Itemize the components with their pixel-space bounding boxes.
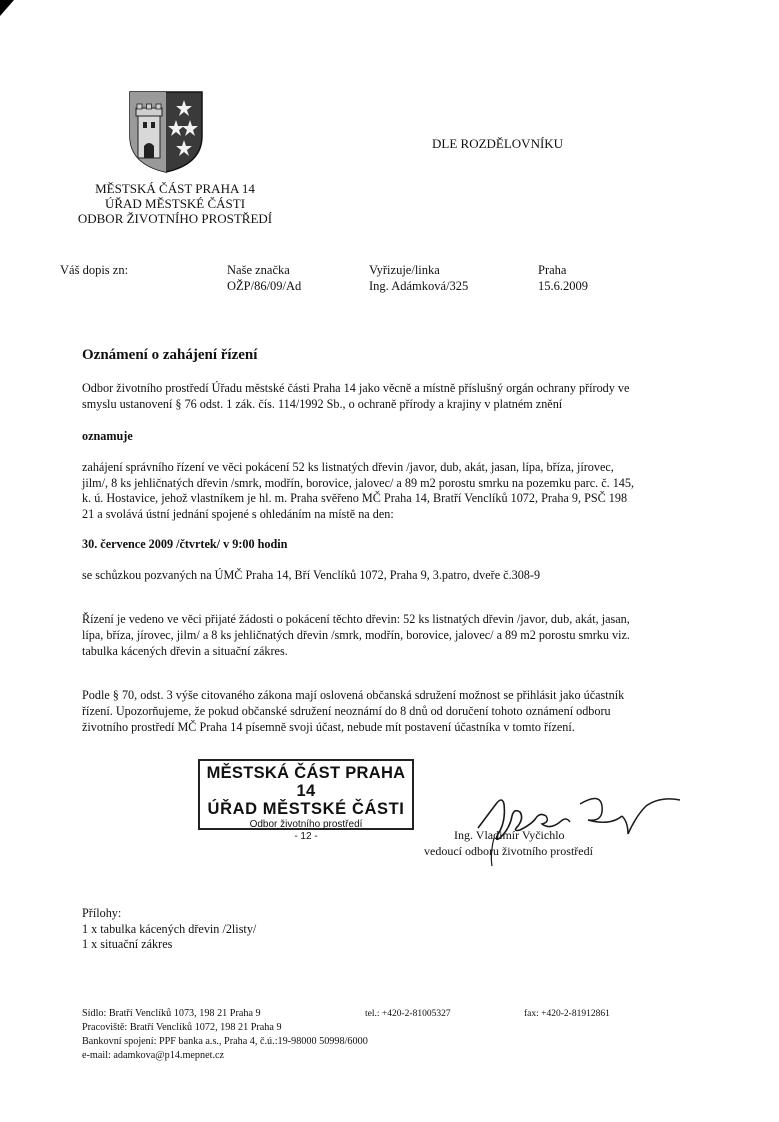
footer-phone: tel.: +420-2-81005327 [365, 1009, 451, 1019]
footer-fax: fax: +420-2-81912861 [524, 1009, 610, 1019]
distribution-note: DLE ROZDĚLOVNÍKU [432, 136, 564, 151]
stamp-line: ÚŘAD MĚSTSKÉ ČÁSTI [207, 800, 405, 818]
signatory-role: vedoucí odboru životního prostředí [424, 844, 593, 858]
footer-seat: Sídlo: Bratří Venclíků 1073, 198 21 Praha 9 [82, 1008, 261, 1019]
meeting-date: 30. července 2009 /čtvrtek/ v 9:00 hodin [82, 537, 288, 551]
announce-word: oznamuje [82, 429, 133, 443]
proceedings-line: zahájení správního řízení ve věci pokácení 52 ks listnatých dřevin /javor, dub, akát, jasan, lípa, bříza, jírovec, [82, 460, 614, 474]
participants-line: životního prostředí MČ Praha 14 písemně svoji účast, nebude mít postavení účastníka v tomto řízení. [82, 720, 575, 734]
proceedings-line: k. ú. Hostavice, jehož vlastníkem je hl. m. Praha svěřeno MČ Praha 14, Bratří Venclíků 1072, Praha 9, PSČ 198 [82, 491, 628, 505]
coat-of-arms-icon [128, 90, 204, 174]
participants-line: řízení. Upozorňujeme, že pokud občanské sdružení neoznámí do 8 dnů od doručení tohoto oznámení odboru [82, 704, 611, 718]
proceedings-line: jilm/, 8 ks jehličnatých dřevin /smrk, modřín, borovice, jalovec/ a 89 m2 porostu smrku na pozemku parc. č. 145, [82, 476, 635, 490]
attachment-item: 1 x situační zákres [82, 937, 173, 951]
footer-email: e-mail: adamkova@p14.mepnet.cz [82, 1050, 225, 1061]
department-name: ODBOR ŽIVOTNÍHO PROSTŘEDÍ [77, 211, 273, 226]
proceedings-line: 21 a svolává ústní jednání spojené s ohledáním na místě na den: [82, 507, 394, 521]
participants-line: Podle § 70, odst. 3 výše citovaného zákona mají oslovená občanská sdružení možnost se přihlásit jako účastník [82, 688, 625, 702]
signatory-name: Ing. Vladimír Vyčichlo [454, 828, 565, 842]
intro-line: smyslu ustanovení § 76 odst. 1 zák. čís. 114/1992 Sb., o ochraně přírody a krajiny v platném znění [82, 397, 563, 411]
scan-corner-mark [0, 0, 14, 16]
page-title: Oznámení o zahájení řízení [82, 347, 258, 363]
footer-workplace: Pracoviště: Bratří Venclíků 1072, 198 21 Praha 9 [82, 1022, 282, 1033]
office-name: ÚŘAD MĚSTSKÉ ČÁSTI [104, 196, 246, 211]
attachment-item: 1 x tabulka kácených dřevin /2listy/ [82, 922, 257, 936]
document-date: 15.6.2009 [538, 279, 588, 293]
handler-label: Vyřizuje/linka [369, 263, 440, 277]
your-letter-label: Váš dopis zn: [60, 263, 129, 277]
subject-line: Řízení je vedeno ve věci přijaté žádosti o pokácení těchto dřevin: 52 ks listnatých dřevin /javor, dub, akát, jasan, [82, 612, 630, 626]
subject-line: tabulka kácených dřevin a situační zákres. [82, 644, 288, 658]
place: Praha [538, 263, 567, 277]
our-reference-value: OŽP/86/09/Ad [227, 279, 302, 293]
official-stamp [198, 759, 414, 842]
footer-bank: Bankovní spojení: PPF banka a.s., Praha 4, č.ú.:19-98000 50998/6000 [82, 1036, 368, 1047]
stamp-line: Odbor životního prostředí [249, 819, 363, 830]
our-reference-label: Naše značka [227, 263, 290, 277]
handler-value: Ing. Adámková/325 [369, 279, 469, 293]
stamp-line: MĚSTSKÁ ČÁST PRAHA 14 [206, 764, 406, 800]
meeting-place: se schůzkou pozvaných na ÚMČ Praha 14, Bří Venclíků 1072, Praha 9, 3.patro, dveře č.308-9 [82, 568, 541, 582]
intro-line: Odbor životního prostředí Úřadu městské části Praha 14 jako věcně a místně příslušný orgán ochrany přírody ve [82, 381, 630, 395]
org-name: MĚSTSKÁ ČÁST PRAHA 14 [95, 181, 255, 196]
attachments-label: Přílohy: [82, 906, 122, 920]
subject-line: lípa, bříza, jírovec, jilm/ a 8 ks jehličnatých dřevin /smrk, modřín, borovice, jalovec/ a 89 m2 porostu smrku viz. [82, 628, 630, 642]
stamp-number: - 12 - [294, 831, 318, 842]
